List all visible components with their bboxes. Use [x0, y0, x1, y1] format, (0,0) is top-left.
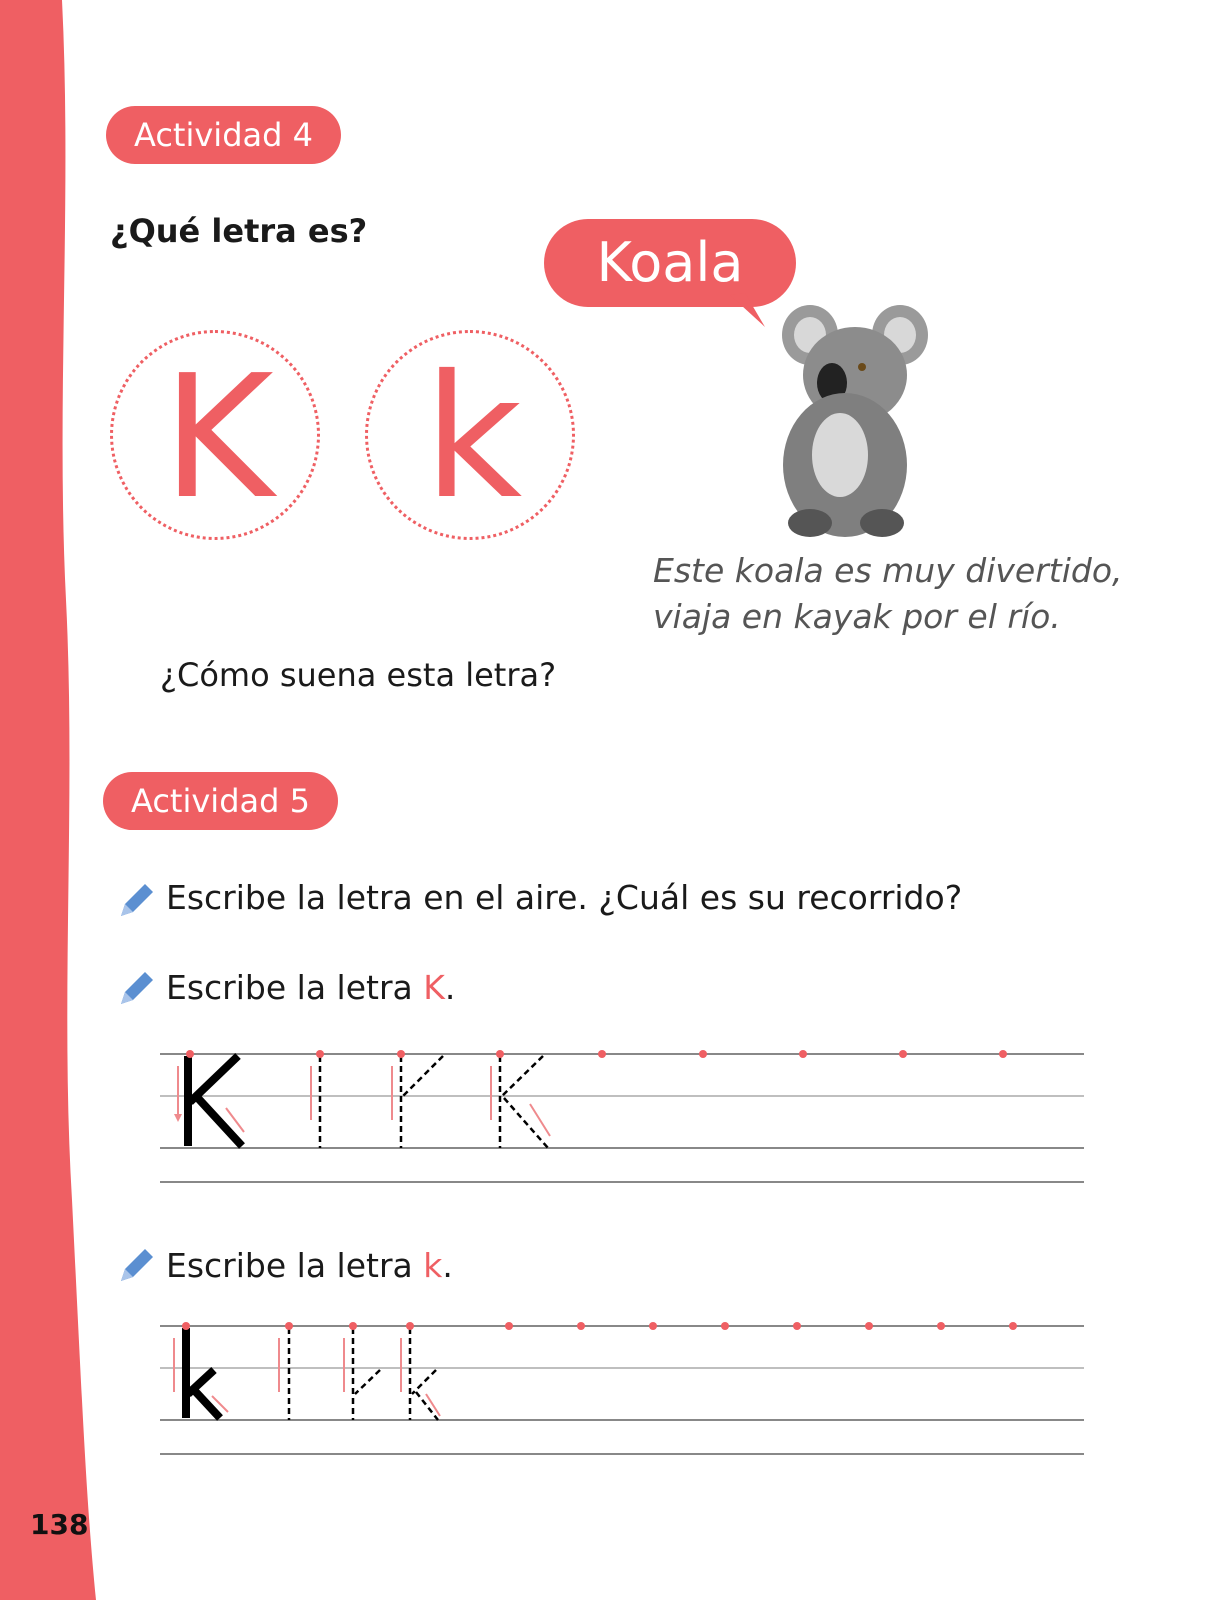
instruction-period: .	[442, 1246, 453, 1285]
koala-sentence-line-2: viaja en kayak por el río.	[653, 597, 1061, 636]
uppercase-tracing-area[interactable]	[158, 1040, 1088, 1190]
instruction-air-writing: Escribe la letra en el aire. ¿Cuál es su recorrido?	[166, 878, 963, 917]
question-letter-sound: ¿Cómo suena esta letra?	[160, 656, 557, 694]
pencil-icon	[115, 968, 157, 1010]
activity-4-badge: Actividad 4	[106, 106, 341, 164]
sidebar-band	[0, 0, 110, 1600]
uppercase-letter: K	[162, 339, 274, 537]
instruction-prefix: Escribe la letra	[166, 1246, 424, 1285]
lowercase-tracing-area[interactable]	[158, 1312, 1088, 1462]
instruction-letter-lowercase: k	[423, 1246, 443, 1285]
pencil-icon	[115, 880, 157, 922]
instruction-period: .	[444, 968, 456, 1007]
instruction-prefix: Escribe la letra	[166, 968, 424, 1007]
koala-sentence-line-1: Este koala es muy divertido,	[653, 551, 1123, 590]
lowercase-letter-circle	[365, 330, 575, 540]
speech-bubble-text: Koala	[596, 231, 744, 294]
instruction-write-uppercase	[166, 968, 455, 1007]
lowercase-letter: k	[423, 339, 523, 537]
instruction-letter-uppercase: K	[423, 968, 445, 1007]
activity-5-badge: Actividad 5	[103, 772, 338, 830]
uppercase-letter-circle	[110, 330, 320, 540]
question-what-letter: ¿Qué letra es?	[110, 212, 368, 250]
koala-image	[770, 295, 940, 545]
page-number: 138	[30, 1508, 89, 1541]
instruction-write-lowercase	[166, 1246, 453, 1285]
pencil-icon	[115, 1245, 157, 1287]
